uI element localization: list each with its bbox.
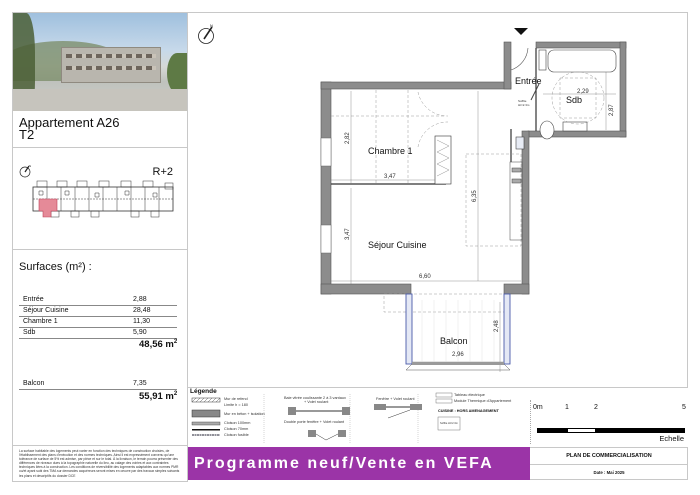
scale-tick: 0m	[533, 404, 543, 411]
dim-sejour-depth: 6,35	[472, 190, 478, 202]
dim-sejour-width: 6,60	[419, 274, 431, 280]
scale-segment	[596, 428, 685, 433]
floor-key-plan	[25, 179, 177, 225]
floor-level: R+2	[152, 166, 173, 178]
scale-tick: 1	[565, 404, 569, 411]
legend-baie: Baie vitrée coulissante 2 à 3 vantaux	[284, 396, 346, 400]
svg-text:Ht=2.3m: Ht=2.3m	[518, 103, 530, 107]
legend-mur-refend: Mur de refend	[224, 397, 248, 401]
scale-bar	[530, 400, 688, 444]
svg-text:N: N	[29, 164, 32, 168]
surface-row: Chambre 1 11,30	[19, 317, 177, 328]
plan-title: PLAN DE COMMERCIALISATION	[530, 448, 688, 465]
room-label-sejour: Séjour Cuisine	[368, 240, 427, 250]
surfaces-title: Surfaces (m²) :	[19, 261, 92, 273]
legend-cloison100: Cloison 100mm	[224, 421, 251, 425]
apartment-type: T2	[19, 127, 35, 142]
legal-disclaimer: La surface habitable des logements peut varier en fonction des techniques de construction choisies, de l'établissement des plans d'exécution et des normes techniques. Ainsi il est expressément convenu qu'une tolérance de surface de 5% est admise, par pièce et sur le total. À la livraison, le terrain pourra présenter des différences de niveaux dues à la topographie naturelle du lieu, au calage des voiries et aux contraintes techniques liées à la construction. Les conditions de réversibilité des logements adaptables aux normes PMR ou/et ayant subi des TMA sur demandes acquéreurs seront mises en oeuvre par des travaux simples suivants les plans et descriptifs du dossier DCE	[13, 445, 187, 481]
legend-limite: Limite h = 180	[224, 403, 248, 407]
surfaces-table	[19, 295, 179, 403]
plan-date: Date : Mai 2025	[593, 470, 625, 475]
surface-row-balcon: Balcon 7,35	[19, 379, 177, 390]
building-render-photo	[13, 13, 187, 111]
highlighted-apartment	[39, 199, 57, 217]
scale-segment	[567, 428, 596, 433]
left-info-panel	[12, 12, 188, 482]
room-label-entree: Entrée	[515, 76, 542, 86]
scale-segment	[537, 428, 567, 433]
apartment-name: Appartement A26	[19, 115, 120, 130]
legend-cuisine: CUISINE : HORS AMENAGEMENT	[438, 409, 499, 413]
title-block	[530, 447, 688, 480]
legend-fenetre: Fenêtre + Volet roulant	[376, 397, 415, 401]
legend-baie-volet: + Volet roulant	[304, 400, 329, 404]
room-label-balcon: Balcon	[440, 336, 468, 346]
dim-sejour-height: 3,47	[345, 228, 351, 240]
legend-mur-beton: Mur en béton + isolation	[224, 412, 265, 416]
dim-balcon-height: 2,48	[494, 320, 500, 332]
total-area: 55,91 $m^2$	[139, 391, 178, 403]
north-compass-icon	[19, 164, 33, 178]
subtotal-area: 48,56 $m^2$	[139, 339, 178, 351]
scale-tick: 5	[682, 404, 686, 411]
dim-sdb-width: 2,29	[577, 89, 589, 95]
room-label-sdb: Sdb	[566, 95, 583, 105]
dim-sdb-height: 2,87	[609, 104, 615, 116]
legend	[188, 388, 534, 444]
legend-soffite: Soffite Ht=2.3m	[440, 422, 458, 425]
svg-text:N: N	[210, 23, 213, 28]
dim-chambre-width: 3,47	[384, 174, 396, 180]
floor-plan	[188, 12, 688, 388]
legend-cloison-fusible: Cloison fusible	[224, 433, 249, 437]
legend-tableau: Tableau électrique	[454, 393, 485, 397]
dim-balcon-width: 2,96	[452, 352, 464, 358]
surface-row: Sdb 5,90	[19, 328, 177, 339]
divider	[13, 147, 187, 148]
scale-tick: 2	[594, 404, 598, 411]
entrance-arrow-icon	[514, 28, 528, 35]
dim-chambre-height: 2,82	[345, 132, 351, 144]
sales-banner: Programme neuf/Vente en VEFA	[188, 447, 530, 480]
legend-title: Légende	[190, 388, 217, 395]
apartment-title	[19, 117, 119, 141]
legend-cloison70: Cloison 70mm	[224, 427, 249, 431]
room-label-chambre: Chambre 1	[368, 146, 413, 156]
north-arrow-icon	[199, 23, 214, 44]
svg-text:Soffite: Soffite	[518, 99, 527, 103]
divider	[13, 249, 187, 250]
legend-double-porte: Double porte fenêtre + Volet roulant	[284, 420, 345, 424]
surface-row: Entrée 2,88	[19, 295, 177, 306]
scale-label: Echelle	[659, 434, 684, 443]
surface-row: Séjour Cuisine 28,48	[19, 306, 177, 317]
legend-module: Module Thermique d'Appartement	[454, 399, 512, 403]
